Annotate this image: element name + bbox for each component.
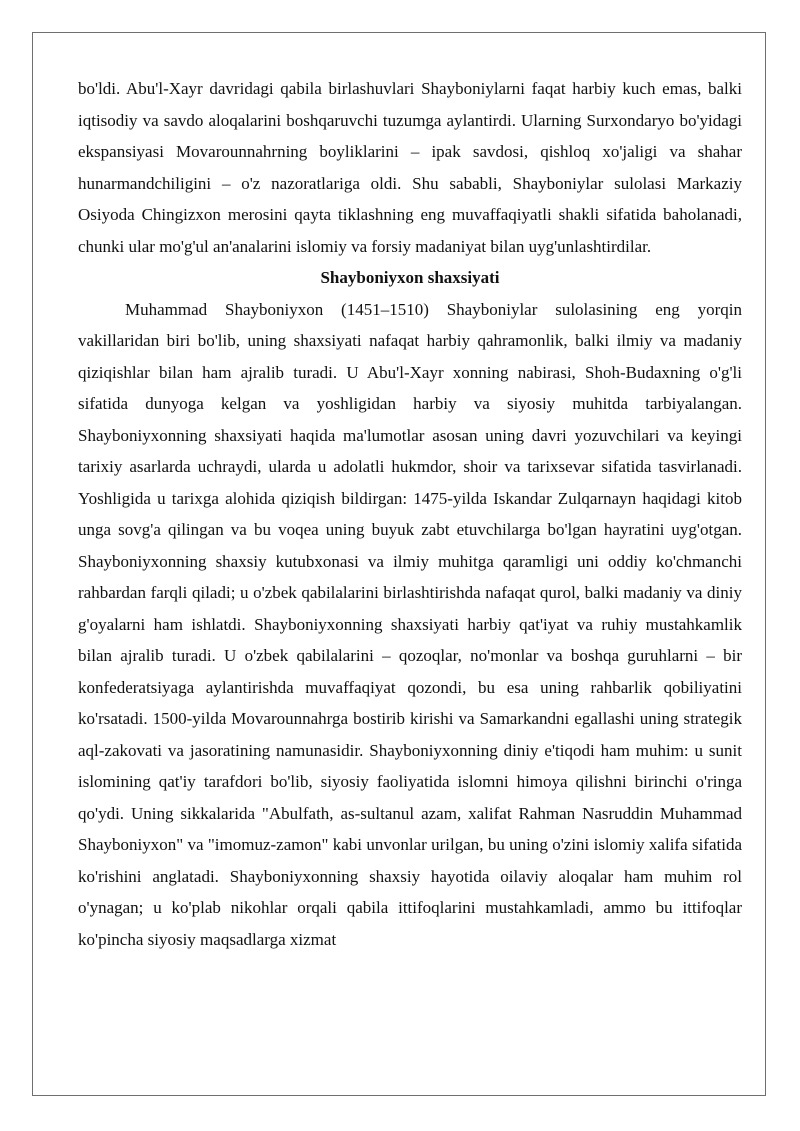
body-paragraph: bo'ldi. Abu'l-Xayr davridagi qabila birlashuvlari Shayboniylarni faqat harbiy kuch emas, balki iqtisodiy va savdo aloqalarini boshqaruvchi tuzumga aylantirdi. Ularning Surxondaryo bo'yidagi ekspansiyasi Movarounnahrning boyliklarini – ipak savdosi, qishloq xo'jaligi va shahar hunarmandchiligini – o'z nazoratlariga oldi. Shu sababli, Shayboniylar sulolasi Markaziy Osiyoda Chingizxon merosini qayta tiklashning eng muvaffaqiyatli shakli sifatida baholanadi, chunki ular mo'g'ul an'analarini islomiy va forsiy madaniyat bilan uyg'unlashtirdilar. — [78, 79, 742, 256]
body-paragraph: Muhammad Shayboniyxon (1451–1510) Shayboniylar sulolasining eng yorqin vakillaridan biri bo'lib, uning shaxsiyati nafaqat harbiy qahramonlik, balki ilmiy va madaniy qiziqishlar bilan ham ajralib turadi. U Abu'l-Xayr xonning nabirasi, Shoh-Budaxning o'g'li sifatida dunyoga kelgan va yoshligidan harbiy va siyosiy muhitda tarbiyalangan. Shayboniyxonning shaxsiyati haqida ma'lumotlar asosan uning davri yozuvchilari va keyingi tarixiy asarlarda uchraydi, ularda u adolatli hukmdor, shoir va tarixsevar sifatida tasvirlanadi. Yoshligida u tarixga alohida qiziqish bildirgan: 1475-yilda Iskandar Zulqarnayn haqidagi kitob unga sovg'a qilingan va bu voqea uning buyuk zabt etuvchilarga bo'lgan hayratini uyg'otgan. Shayboniyxonning shaxsiy kutubxonasi va ilmiy muhitga qaramligi uni oddiy ko'chmanchi rahbardan farqli qiladi; u o'zbek qabilalarini birlashtirishda nafaqat qurol, balki madaniy va diniy g'oyalarni ham ishlatdi. Shayboniyxonning shaxsiyati harbiy qat'iyat va ruhiy mustahkamlik bilan ajralib turadi. U o'zbek qabilalarini – qozoqlar, no'monlar va boshqa guruhlarni – bir konfederatsiyaga aylantirishda muvaffaqiyat qozondi, bu esa uning rahbarlik qobiliyatini ko'rsatadi. 1500-yilda Movarounnahrga bostirib kirishi va Samarkandni egallashi uning strategik aql-zakovati va jasoratining namunasidir. Shayboniyxonning diniy e'tiqodi ham muhim: u sunit islomining qat'iy tarafdori bo'lib, siyosiy faoliyatida islomni himoya qilishni birinchi o'ringa qo'ydi. Uning sikkalarida "Abulfath, as-sultanul azam, xalifat Rahman Nasruddin Muhammad Shayboniyxon" va "imomuz-zamon" kabi unvonlar urilgan, bu uning o'zini islomiy xalifa sifatida ko'rishini anglatadi. Shayboniyxonning shaxsiy hayotida oilaviy aloqalar ham muhim rol o'ynagan; u ko'plab nikohlar orqali qabila ittifoqlarini mustahkamladi, ammo bu ittifoqlar ko'pincha siyosiy maqsadlarga xizmat — [78, 299, 742, 949]
section-heading: Shayboniyxon shaxsiyati — [320, 268, 500, 287]
document-body — [78, 73, 742, 955]
